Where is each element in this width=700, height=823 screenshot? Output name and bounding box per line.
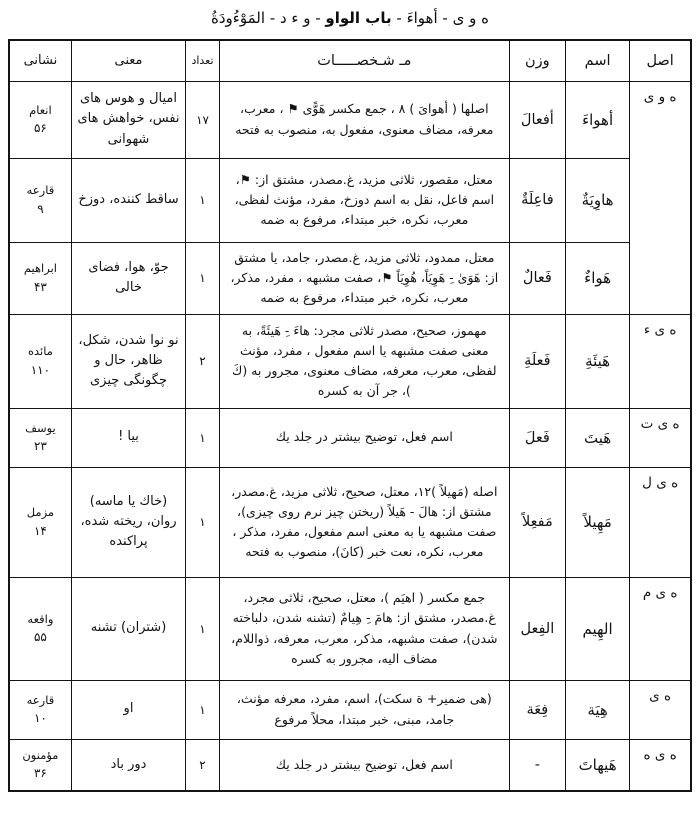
address-verse: ۱۴ (33, 523, 47, 538)
table-row (9, 314, 691, 408)
address-verse: ۳۶ (33, 766, 47, 781)
cell-address (9, 242, 71, 314)
page-title-chapter: باب الواو (325, 9, 392, 27)
table-row (9, 467, 691, 577)
header-address: نشانى (9, 40, 71, 81)
address-surah: مؤمنون (22, 748, 59, 763)
cell-root: ه ی ء (630, 314, 691, 408)
cell-word: هَيئَةِ (565, 314, 629, 408)
cell-address (9, 81, 71, 158)
cell-address (9, 408, 71, 467)
cell-count: ١ (186, 408, 220, 467)
cell-details: جمع مكسر ( اهيَم )، معتل، صحيح، ثلاثى مجرد، غ.مصدر، مشتق از: هامَ -ِ هِيامٌ (تشنه شدن، دلباخته شدن)، صفت مشبهه، مذكر، معرب، معرفه، ذواللام، مضاف اليه، مجرور به كسره (219, 577, 509, 680)
cell-details: اسم فعل، توضيح بيشتر در جلد يك (219, 739, 509, 791)
cell-address (9, 314, 71, 408)
header-asl: اصل (630, 40, 691, 81)
table-row (9, 408, 691, 467)
cell-count: ١٧ (186, 81, 220, 158)
table-row (9, 577, 691, 680)
cell-details: اسم فعل، توضيح بيشتر در جلد يك (219, 408, 509, 467)
cell-address (9, 158, 71, 242)
table-row (9, 158, 691, 242)
table-row (9, 242, 691, 314)
header-count: تعداد (186, 40, 220, 81)
cell-count: ١ (186, 680, 220, 739)
cell-word: هَواءٌ (565, 242, 629, 314)
cell-root: ه ی (630, 680, 691, 739)
cell-count: ٢ (186, 739, 220, 791)
header-row (9, 40, 691, 81)
cell-count: ٢ (186, 314, 220, 408)
address-surah: قارعه (26, 692, 55, 707)
cell-details: مهموز، صحيح، مصدر ثلاثى مجرد: هاءَ -ِ هَيئَةً، به معنى صفت مشبهه يا اسم مفعول ، مفرد، مؤنث لفظى، معرب، معرفه، مضاف معنوى، مجرور به (كَ )، جر آن به كسره (219, 314, 509, 408)
cell-details: اصلها ( أهواىَ ) ٨ ، جمع مكسر هَوًّى ⚑ ، معرب، معرفه، مضاف معنوى، مفعول به، منصوب به فتحه (219, 81, 509, 158)
header-ism: اسم (565, 40, 629, 81)
address-verse: ۹ (37, 201, 44, 216)
cell-pattern: فَعلَةِ (509, 314, 565, 408)
header-desc: مـ شـخصـــــات (219, 40, 509, 81)
cell-root: ه ی ه (630, 739, 691, 791)
cell-address (9, 467, 71, 577)
table-row (9, 680, 691, 739)
address-verse: ۲۳ (33, 439, 47, 454)
cell-pattern: مَفعِلاً (509, 467, 565, 577)
cell-root: ه ی م (630, 577, 691, 680)
cell-count: ١ (186, 242, 220, 314)
cell-meaning: ساقط كننده، دوزخ (71, 158, 185, 242)
cell-word: أهواءَ (565, 81, 629, 158)
cell-meaning: دور باد (71, 739, 185, 791)
cell-pattern: - (509, 739, 565, 791)
cell-word: هَيتَ (565, 408, 629, 467)
cell-count: ١ (186, 467, 220, 577)
table-row (9, 739, 691, 791)
cell-meaning: بيا ! (71, 408, 185, 467)
cell-word: مَهِيلاً (565, 467, 629, 577)
cell-pattern: أفعالَ (509, 81, 565, 158)
address-surah: انعام (29, 102, 52, 117)
address-surah: مائده (27, 344, 53, 359)
cell-address (9, 577, 71, 680)
address-surah: مزمل (26, 505, 55, 520)
cell-pattern: الفِعل (509, 577, 565, 680)
cell-details: معتل، مقصور، ثلاثى مزيد، غ.مصدر، مشتق از: ⚑، اسم فاعل، نقل به اسم دوزخ، مفرد، مؤنث لفظى، معرب، نكره، خبر مبتداء، مرفوع به ضمه (219, 158, 509, 242)
dictionary-table (8, 39, 692, 792)
header-meaning: معنى (71, 40, 185, 81)
cell-word: هاوِيَةٌ (565, 158, 629, 242)
address-surah: قارعه (26, 183, 55, 198)
cell-meaning: جوّ، هوا، فضاى خالى (71, 242, 185, 314)
cell-root: ه ی ت (630, 408, 691, 467)
cell-word: هَيهاتَ (565, 739, 629, 791)
cell-pattern: فِعَة (509, 680, 565, 739)
cell-meaning: او (71, 680, 185, 739)
table-row (9, 81, 691, 158)
cell-address (9, 680, 71, 739)
cell-meaning: نو نوا شدن، شكل، ظاهر، حال و چگونگى چيزى (71, 314, 185, 408)
cell-details: (هى ضمير+ ة سكت)، اسم، مفرد، معرفه مؤنث، جامد، مبنى، خبر مبتدا، محلاً مرفوع (219, 680, 509, 739)
cell-address (9, 739, 71, 791)
cell-meaning: (شتران) تشنه (71, 577, 185, 680)
cell-details: معتل، ممدود، ثلاثى مزيد، غ.مصدر، جامد، يا مشتق از: هَوَىٰ -ِ هَوِيَاً، هُوِيَاً ⚑، صفت مشبهه ، مفرد، مذكر، معرب، نكره، خبر مبتداء، مرفوع به ضمه (219, 242, 509, 314)
address-surah: ابراهيم (23, 261, 57, 276)
cell-root: ه و ی (630, 81, 691, 314)
page-title-pre: ه و ی - أهواءَ - (391, 9, 489, 27)
cell-word: الهِيم (565, 577, 629, 680)
address-verse: ۱۰ (33, 711, 47, 726)
page-title (0, 0, 700, 27)
cell-pattern: فَعالٌ (509, 242, 565, 314)
cell-count: ١ (186, 577, 220, 680)
address-surah: واقعه (27, 611, 54, 626)
cell-details: اصله (مَهيلاً )۱۲، معتل، صحيح، ثلاثى مزيد، غ.مصدر، مشتق از: هالَ - هَيلاً (ريختن چيز نرم روى چيزى)، صفت مشبهه يا به معنى اسم مفعول، مفرد، مذكر ، معرب، نكره، نعت خبر (كانَ)، منصوب به فتحه (219, 467, 509, 577)
cell-meaning: اميال و هوس هاى نفس، خواهش هاى شهوانى (71, 81, 185, 158)
cell-root: ه ی ل (630, 467, 691, 577)
cell-pattern: فاعِلَةٌ (509, 158, 565, 242)
address-verse: ۵۵ (33, 630, 47, 645)
address-verse: ۵۶ (33, 121, 47, 136)
page-title-post: - و ء د - المَوْءُودَةُ (211, 9, 326, 27)
cell-word: هِيَة (565, 680, 629, 739)
cell-count: ١ (186, 158, 220, 242)
header-vazn: وزن (509, 40, 565, 81)
address-verse: ۴۳ (33, 279, 47, 294)
address-verse: ۱۱۰ (30, 362, 51, 377)
cell-pattern: فَعلَ (509, 408, 565, 467)
cell-meaning: (خاك يا ماسه) روان، ريخته شده، پراكنده (71, 467, 185, 577)
address-surah: يوسف (25, 420, 56, 435)
